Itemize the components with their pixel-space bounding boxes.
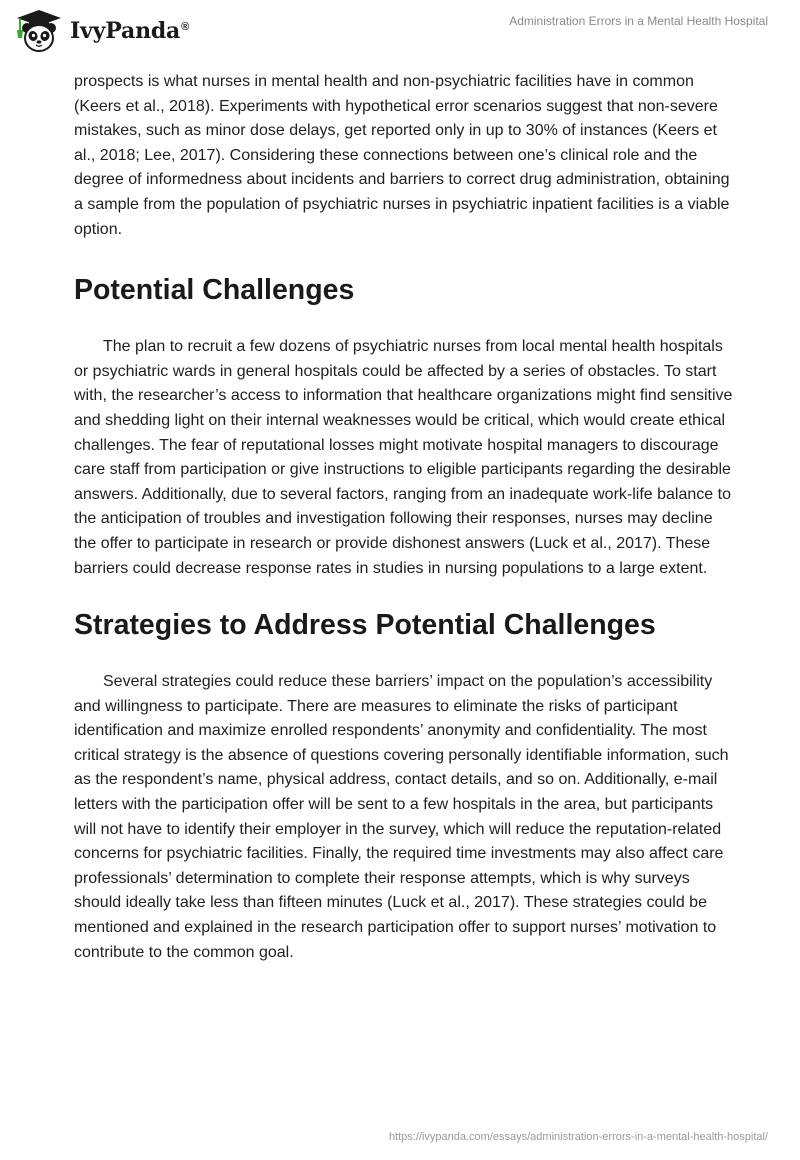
panda-graduate-icon bbox=[14, 8, 64, 54]
essay-content bbox=[74, 70, 734, 965]
source-url[interactable]: https://ivypanda.com/essays/administration-errors-in-a-mental-health-hospital/ bbox=[388, 1131, 768, 1143]
brand-name-text: IvyPanda bbox=[70, 18, 181, 44]
document-title: Administration Errors in a Mental Health Hospital bbox=[509, 14, 768, 28]
paragraph-strategies: Several strategies could reduce these barriers’ impact on the population’s accessibility and willingness to participate. There are measures to eliminate the risks of participant identification and maximize enrolled respondents’ anonymity and confidentiality. The most critical strategy is the absence of questions covering personally identifiable information, such as the respondent’s name, physical address, contact details, and so on. Additionally, e-mail letters with the participation offer will be sent to a few hospitals in the area, but participants will not have to identify their employer in the survey, which will reduce the reputation-related concerns for psychiatric facilities. Finally, the required time investments may also affect care professionals’ determination to complete their response attempts, which is why surveys should ideally take less than fifteen minutes (Luck et al., 2017). These strategies could be mentioned and explained in the research participation offer to support nurses’ motivation to contribute to the common goal. bbox=[74, 673, 729, 961]
paragraph-potential-challenges: The plan to recruit a few dozens of psychiatric nurses from local mental health hospitals or psychiatric wards in general hospitals could be affected by a series of obstacles. To start with, the researcher’s access to information that healthcare organizations might find sensitive and shedding light on their internal weaknesses would be critical, which would create ethical challenges. The fear of reputational losses might motivate hospital managers to discourage care staff from participation or give instructions to eligible participants regarding the desirable answers. Additionally, due to several factors, ranging from an inadequate work-life balance to the anticipation of troubles and investigation following their responses, nurses may decline the offer to participate in research or provide dishonest answers (Luck et al., 2017). These barriers could decrease response rates in studies in nursing populations to a large extent. bbox=[74, 338, 733, 577]
heading-strategies: Strategies to Address Potential Challenges bbox=[74, 609, 656, 642]
paragraph-intro-continuation: prospects is what nurses in mental health and non-psychiatric facilities have in common (Keers et al., 2018). Experiments with hypothetical error scenarios suggest that non-severe mistakes, such as minor dose delays, get reported only in up to 30% of instances (Keers et al., 2018; Lee, 2017). Considering these connections between one’s clinical role and the degree of informedness about incidents and barriers to correct drug administration, obtaining a sample from the population of psychiatric nurses in psychiatric inpatient facilities is a viable option. bbox=[74, 73, 730, 238]
brand-registered-mark: ® bbox=[181, 20, 190, 33]
heading-potential-challenges: Potential Challenges bbox=[74, 274, 355, 307]
page-header bbox=[0, 0, 800, 64]
brand-name bbox=[70, 18, 189, 44]
ivypanda-logo[interactable] bbox=[14, 8, 189, 54]
